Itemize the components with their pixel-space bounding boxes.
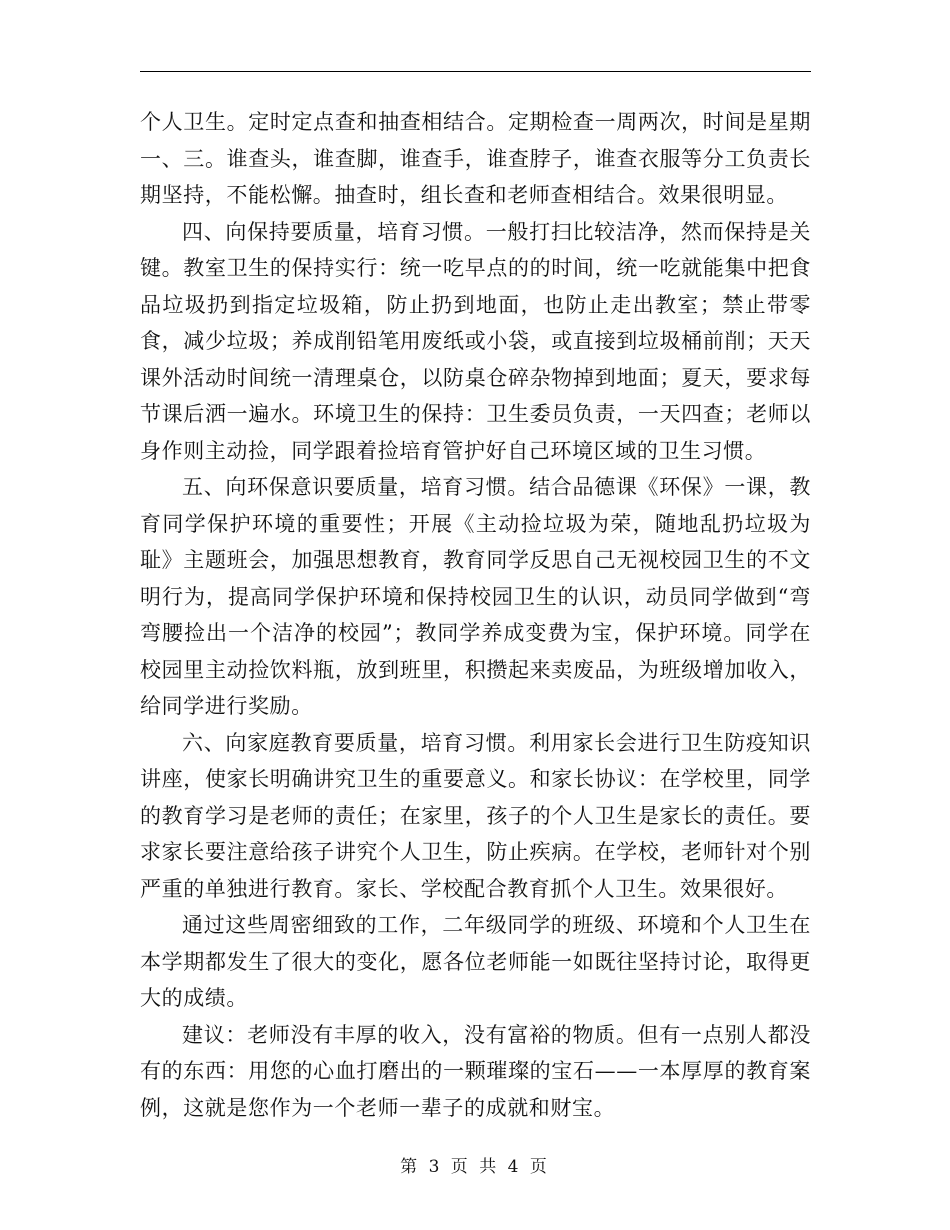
header-divider	[140, 71, 811, 72]
paragraph-section-four: 四、向保持要质量，培育习惯。一般打扫比较洁净，然而保持是关键。教室卫生的保持实行：统一吃早点的的时间，统一吃就能集中把食品垃圾扔到指定垃圾箱，防止扔到地面，也防止走出教室；禁止带零食，减少垃圾；养成削铅笔用废纸或小袋，或直接到垃圾桶前削；天天课外活动时间统一清理桌仓，以防桌仓碎杂物掉到地面；夏天，要求每节课后洒一遍水。环境卫生的保持：卫生委员负责，一天四查；老师以身作则主动捡，同学跟着捡培育管护好自己环境区域的卫生习惯。	[140, 219, 811, 463]
paragraph-suggestion: 建议：老师没有丰厚的收入，没有富裕的物质。但有一点别人都没有的东西：用您的心血打磨出的一颗璀璨的宝石——一本厚厚的教育案例，这就是您作为一个老师一辈子的成就和财宝。	[140, 1022, 811, 1120]
paragraph-section-five: 五、向环保意识要质量，培育习惯。结合品德课《环保》一课，教育同学保护环境的重要性；开展《主动捡垃圾为荣，随地乱扔垃圾为耻》主题班会，加强思想教育，教育同学反思自己无视校园卫生的不文明行为，提高同学保护环境和保持校园卫生的认识，动员同学做到“弯弯腰捡出一个洁净的校园”；教同学养成变费为宝，保护环境。同学在校园里主动捡饮料瓶，放到班里，积攒起来卖废品，为班级增加收入，给同学进行奖励。	[140, 475, 811, 718]
page-number-footer: 第 3 页 共 4 页	[400, 1157, 550, 1177]
paragraph-personal-hygiene: 个人卫生。定时定点查和抽查相结合。定期检查一周两次，时间是星期一、三。谁查头，谁查脚，谁查手，谁查脖子，谁查衣服等分工负责长期坚持，不能松懈。抽查时，组长查和老师查相结合。效果很明显。	[140, 110, 811, 207]
document-body	[140, 104, 811, 1126]
paragraph-section-six: 六、向家庭教育要质量，培育习惯。利用家长会进行卫生防疫知识讲座，使家长明确讲究卫生的重要意义。和家长协议：在学校里，同学的教育学习是老师的责任；在家里，孩子的个人卫生是家长的责任。要求家长要注意给孩子讲究个人卫生，防止疾病。在学校，老师针对个别严重的单独进行教育。家长、学校配合教育抓个人卫生。效果很好。	[140, 730, 811, 901]
paragraph-summary: 通过这些周密细致的工作，二年级同学的班级、环境和个人卫生在本学期都发生了很大的变化，愿各位老师能一如既往坚持讨论，取得更大的成绩。	[140, 913, 811, 1010]
